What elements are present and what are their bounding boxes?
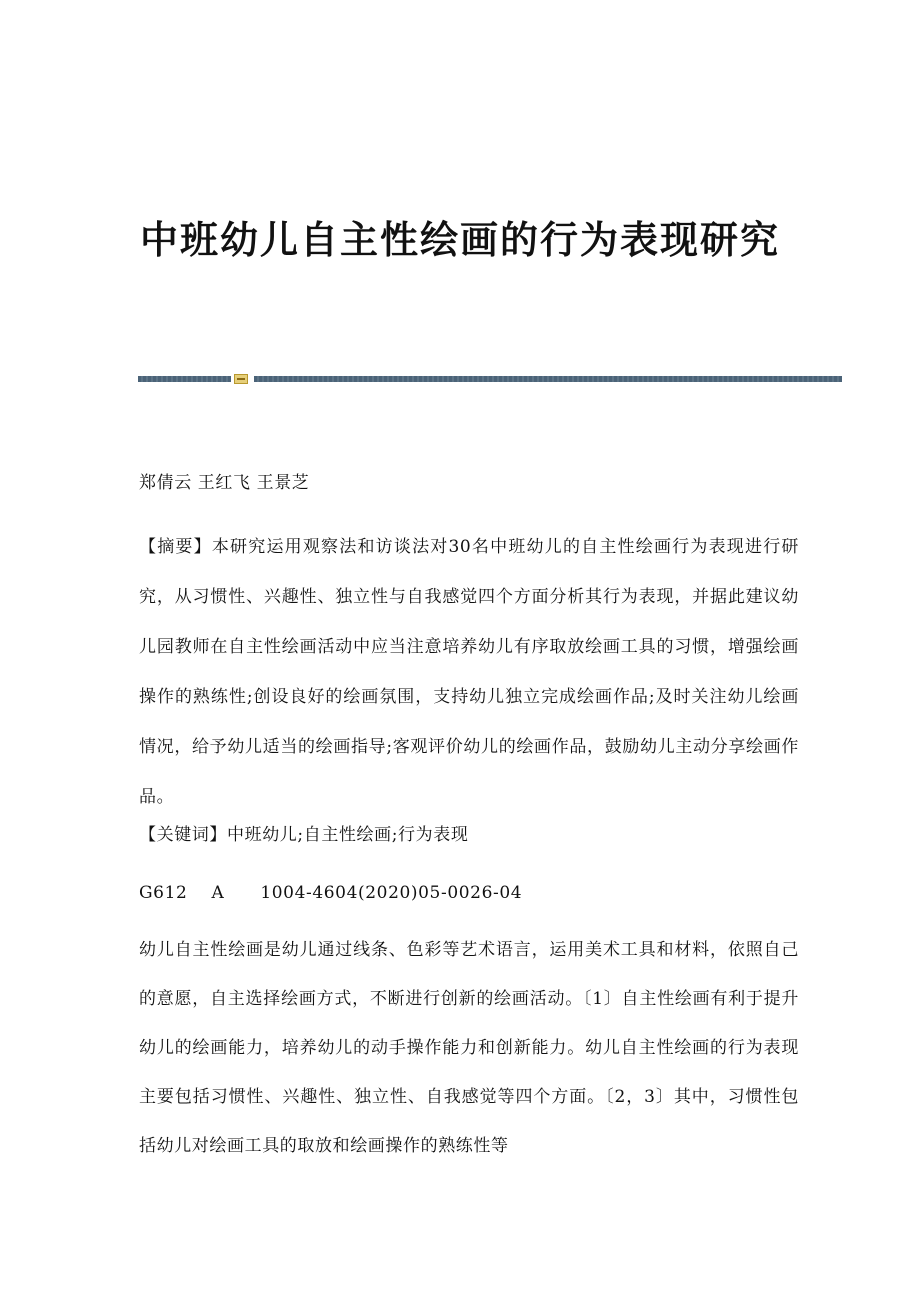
keywords [139,818,799,852]
abstract-text: 本研究运用观察法和访谈法对30名中班幼儿的自主性绘画行为表现进行研究，从习惯性、兴趣性、独立性与自我感觉四个方面分析其行为表现，并据此建议幼儿园教师在自主性绘画活动中应当注意培养幼儿有序取放绘画工具的习惯，增强绘画操作的熟练性;创设良好的绘画氛围，支持幼儿独立完成绘画作品;及时关注幼儿绘画情况，给予幼儿适当的绘画指导;客观评价幼儿的绘画作品，鼓励幼儿主动分享绘画作品。 [139,537,799,807]
abstract [139,522,799,822]
classification-line: G612 A 1004-4604(2020)05-0026-04 [139,883,523,903]
title-divider [138,374,842,384]
body-paragraph: 幼儿自主性绘画是幼儿通过线条、色彩等艺术语言，运用美术工具和材料，依照自己的意愿，自主选择绘画方式，不断进行创新的绘画活动。〔1〕自主性绘画有利于提升幼儿的绘画能力，培养幼儿的动手操作能力和创新能力。幼儿自主性绘画的行为表现主要包括习惯性、兴趣性、独立性、自我感觉等四个方面。〔2，3〕其中，习惯性包括幼儿对绘画工具的取放和绘画操作的熟练性等 [139,940,799,1156]
abstract-label: 【摘要】 [139,537,212,557]
paper-title: 中班幼儿自主性绘画的行为表现研究 [139,217,780,262]
divider-ornament-icon [234,374,248,384]
divider-bar-left [138,376,231,382]
author-list: 郑倩云 王红飞 王景芝 [139,473,310,493]
keywords-label: 【关键词】 [139,825,227,845]
divider-bar-right [254,376,842,382]
keywords-text: 中班幼儿;自主性绘画;行为表现 [227,825,469,845]
